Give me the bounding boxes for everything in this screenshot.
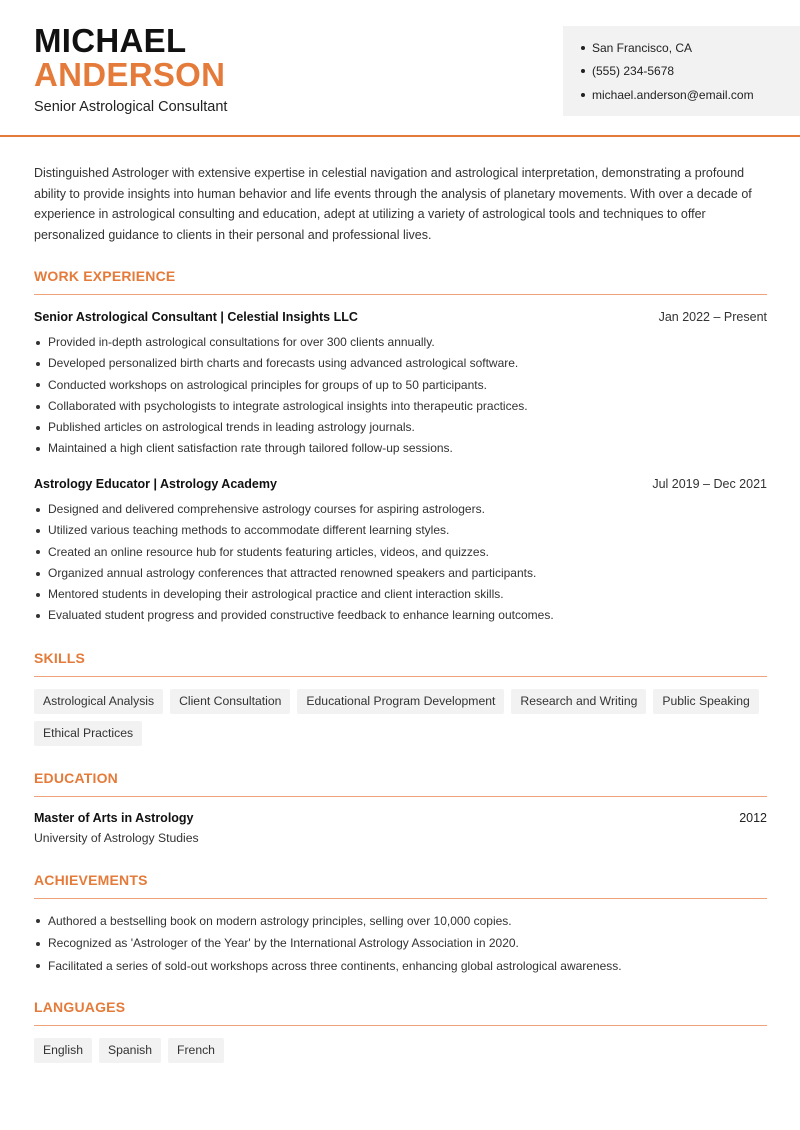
list-item: Authored a bestselling book on modern astrology principles, selling over 10,000 copies. — [34, 910, 774, 933]
section-title-skills: SKILLS — [34, 650, 767, 677]
bullet-icon — [581, 93, 585, 97]
bullet-icon — [36, 942, 40, 946]
bullet-icon — [36, 362, 40, 366]
list-item: Designed and delivered comprehensive astrology courses for aspiring astrologers. — [34, 499, 774, 520]
list-item: Provided in-depth astrological consultations for over 300 clients annually. — [34, 332, 774, 353]
skills-list — [34, 689, 774, 746]
language-chip: Spanish — [99, 1038, 161, 1063]
bullet-icon — [36, 529, 40, 533]
achievements-list — [34, 910, 774, 978]
list-item: Mentored students in developing their astrological practice and client interaction skills. — [34, 584, 774, 605]
list-item: Evaluated student progress and provided constructive feedback to enhance learning outcomes. — [34, 605, 774, 626]
bullet-icon — [36, 405, 40, 409]
list-item: Facilitated a series of sold-out workshops across three continents, enhancing global astrological awareness. — [34, 955, 774, 978]
skill-chip: Educational Program Development — [297, 689, 504, 714]
job-bullets — [34, 332, 774, 460]
bullet-icon — [581, 69, 585, 73]
degree: Master of Arts in Astrology — [34, 811, 194, 825]
bullet-icon — [36, 919, 40, 923]
list-item: Collaborated with psychologists to integrate astrological insights into therapeutic practices. — [34, 396, 774, 417]
bullet-icon — [36, 964, 40, 968]
section-title-education: EDUCATION — [34, 770, 767, 797]
bullet-icon — [36, 383, 40, 387]
list-item: Organized annual astrology conferences that attracted renowned speakers and participants. — [34, 563, 774, 584]
job-header — [34, 477, 767, 491]
list-item: Maintained a high client satisfaction rate through tailored follow-up sessions. — [34, 438, 774, 459]
bullet-icon — [36, 341, 40, 345]
skill-chip: Ethical Practices — [34, 721, 142, 746]
last-name: ANDERSON — [34, 56, 226, 93]
school-name: University of Astrology Studies — [34, 831, 199, 845]
skill-chip: Astrological Analysis — [34, 689, 163, 714]
bullet-icon — [581, 46, 585, 50]
bullet-icon — [36, 447, 40, 451]
graduation-year: 2012 — [739, 811, 767, 825]
candidate-name — [34, 24, 225, 92]
list-item: Utilized various teaching methods to accommodate different learning styles. — [34, 520, 774, 541]
contact-location: San Francisco, CA — [581, 36, 800, 60]
skill-chip: Public Speaking — [653, 689, 758, 714]
contact-box — [563, 26, 800, 116]
job-role: Astrology Educator | Astrology Academy — [34, 477, 277, 491]
section-title-languages: LANGUAGES — [34, 999, 767, 1026]
bullet-icon — [36, 550, 40, 554]
job-role: Senior Astrological Consultant | Celestial Insights LLC — [34, 310, 358, 324]
list-item: Created an online resource hub for students featuring articles, videos, and quizzes. — [34, 542, 774, 563]
language-chip: French — [168, 1038, 224, 1063]
contact-phone: (555) 234-5678 — [581, 60, 800, 84]
skill-chip: Client Consultation — [170, 689, 290, 714]
list-item: Recognized as 'Astrologer of the Year' by the International Astrology Association in 2020. — [34, 933, 774, 956]
first-name: MICHAEL — [34, 22, 187, 59]
job-bullets — [34, 499, 774, 627]
bullet-icon — [36, 593, 40, 597]
language-chip: English — [34, 1038, 92, 1063]
professional-summary: Distinguished Astrologer with extensive expertise in celestial navigation and astrological interpretation, demonstrating a profound ability to provide insights into human behavior and life events through the analysis of planetary movements. With over a decade of experience in astrological consulting and education, adept at utilizing a variety of astrological tools and techniques to offer personalized guidance to clients in their personal and professional lives. — [34, 166, 752, 242]
bullet-icon — [36, 572, 40, 576]
education-header — [34, 811, 767, 825]
list-item: Conducted workshops on astrological principles for groups of up to 50 participants. — [34, 375, 774, 396]
list-item: Developed personalized birth charts and forecasts using advanced astrological software. — [34, 353, 774, 374]
section-title-work: WORK EXPERIENCE — [34, 268, 767, 295]
contact-email[interactable]: michael.anderson@email.com — [581, 83, 800, 107]
section-title-achievements: ACHIEVEMENTS — [34, 872, 767, 899]
bullet-icon — [36, 426, 40, 430]
bullet-icon — [36, 508, 40, 512]
list-item: Published articles on astrological trends in leading astrology journals. — [34, 417, 774, 438]
job-dates: Jan 2022 – Present — [658, 310, 767, 324]
job-dates: Jul 2019 – Dec 2021 — [652, 477, 767, 491]
languages-list — [34, 1038, 774, 1063]
resume-header — [0, 0, 800, 137]
skill-chip: Research and Writing — [511, 689, 646, 714]
job-header — [34, 310, 767, 324]
job-title: Senior Astrological Consultant — [34, 99, 228, 115]
bullet-icon — [36, 614, 40, 618]
